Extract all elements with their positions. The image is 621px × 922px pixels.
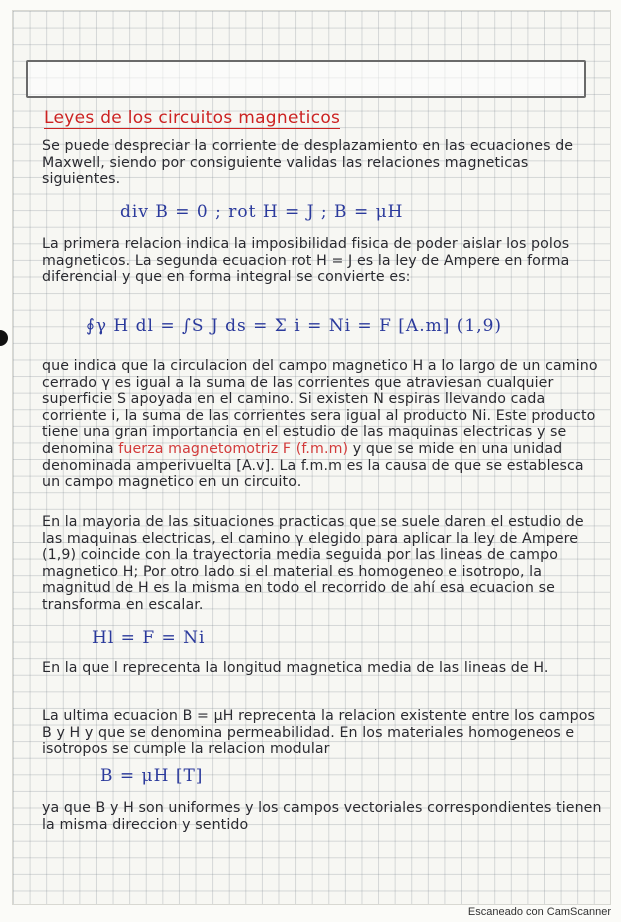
equation-ampere-integral: ∮γ H dl = ∫S J ds = Σ i = Ni = F [A.m] (1,9) (86, 316, 503, 336)
page-title: Leyes de los circuitos magneticos (44, 108, 341, 128)
page-header-box (26, 60, 586, 98)
paragraph-length: En la que l reprecenta la longitud magnetica media de las lineas de H. (42, 660, 549, 676)
equation-scalar: Hl = F = Ni (92, 628, 206, 648)
equation-modular: B = μH [T] (100, 766, 204, 786)
paragraph-relations: La primera relacion indica la imposibilidad fisica de poder aislar los polos magneticos. La segunda ecuacion rot H = J es la ley de Ampere en forma diferencial y que en forma integral se convierte es: (42, 236, 570, 286)
paragraph-circulation (42, 358, 602, 491)
term-fuerza-magnetomotriz: fuerza magnetomotriz F (f.m.m) (118, 440, 349, 457)
scanner-watermark: Escaneado con CamScanner (467, 906, 611, 918)
paragraph-uniform: ya que B y H son uniformes y los campos vectoriales correspondientes tienen la misma direccion y sentido (42, 800, 602, 833)
paragraph-practical: En la mayoria de las situaciones practicas que se suele daren el estudio de las maquinas electricas, el camino γ elegido para aplicar la ley de Ampere (1,9) coincide con la trayectoria media seguida por las lineas de campo magnetico H; Por otro lado si el material es homogeneo e isotropo, la magnitud de H es la misma en todo el recorrido de ahí esa ecuacion se transforma en escalar. (42, 514, 584, 613)
paragraph-circulation-part2: y que se mide en una unidad denominada amperivuelta [A.v]. La f.m.m es la causa de que se establesca un campo magnetico en un circuito. (42, 440, 584, 491)
paragraph-permeability: La ultima ecuacion B = μH reprecenta la relacion existente entre los campos B y H y que se denomina permeabilidad. En los materiales homogeneos e isotropos se cumple la relacion modular (42, 708, 596, 758)
equation-maxwell: div B = 0 ; rot H = J ; B = μH (120, 202, 404, 222)
binder-hole (0, 330, 8, 346)
paragraph-intro: Se puede despreciar la corriente de desplazamiento en las ecuaciones de Maxwell, siendo por consiguiente validas las relaciones magneticas siguientes. (42, 138, 574, 188)
paragraph-circulation-part1: que indica que la circulacion del campo magnetico H a lo largo de un camino cerrado γ es igual a la suma de las corrientes que atraviesan cualquier superficie S apoyada en el camino. Si existen N espiras llevando cada corriente i, la suma de las corrientes sera igual al producto Ni. Este producto tiene una gran importancia en el estudio de las maquinas electricas y se denomina (42, 358, 598, 457)
